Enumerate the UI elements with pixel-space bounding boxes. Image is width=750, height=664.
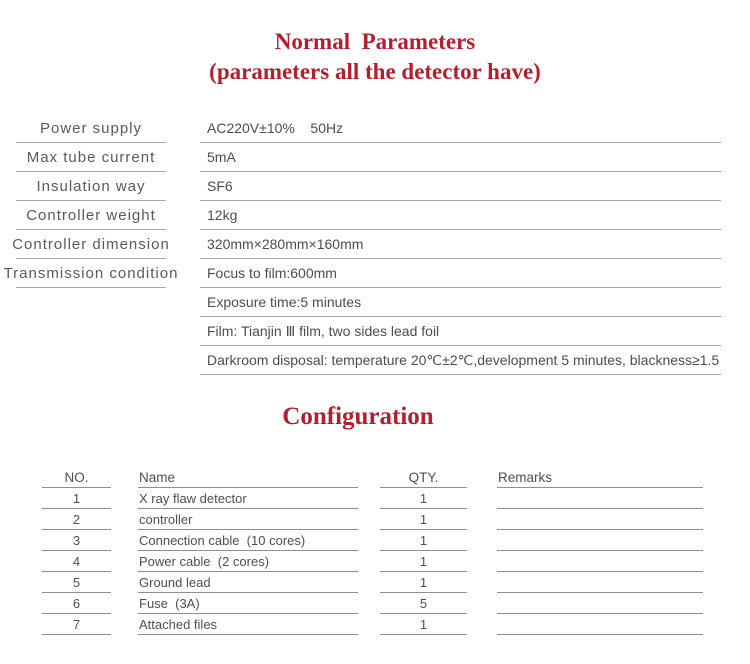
cell-no: [42, 614, 111, 635]
cell-qty: [380, 509, 467, 530]
parameter-value: 320mm×280mm×160mm: [207, 236, 364, 252]
parameter-value: AC220V±10% 50Hz: [207, 120, 344, 136]
row-no: 3: [72, 532, 81, 548]
parameter-value: 5mA: [207, 149, 236, 165]
header-name-label: Name: [139, 469, 176, 485]
cell-remarks: [497, 614, 703, 635]
parameter-label-row: [16, 143, 166, 172]
parameter-label-row: [12, 230, 170, 259]
parameter-value-row: [200, 143, 721, 172]
parameter-value-row: [200, 230, 721, 259]
table-body: [0, 488, 750, 635]
cell-name: [138, 488, 358, 509]
row-name: Connection cable (10 cores): [139, 532, 306, 548]
cell-qty: [380, 593, 467, 614]
header-cell-no: [42, 467, 111, 488]
parameter-labels-column: [3, 114, 179, 288]
cell-no: [42, 530, 111, 551]
cell-no: [42, 488, 111, 509]
cell-remarks: [497, 530, 703, 551]
row-name: Fuse (3A): [139, 595, 200, 611]
row-name: controller: [139, 511, 193, 527]
cell-no: [42, 593, 111, 614]
cell-remarks: [497, 572, 703, 593]
row-no: 7: [72, 616, 81, 632]
row-qty: 1: [419, 616, 428, 632]
cell-name: [138, 509, 358, 530]
row-qty: 1: [419, 574, 428, 590]
cell-no: [42, 572, 111, 593]
cell-remarks: [497, 593, 703, 614]
parameter-value-row: [200, 317, 721, 346]
parameter-value: Exposure time:5 minutes: [207, 294, 362, 310]
parameter-value-row: [200, 288, 721, 317]
parameter-label-row: [16, 201, 166, 230]
cell-remarks: [497, 509, 703, 530]
row-no: 5: [72, 574, 81, 590]
parameter-label-row: [3, 259, 179, 288]
configuration-heading: Configuration: [282, 403, 434, 430]
parameter-value-row: [200, 172, 721, 201]
row-name: Power cable (2 cores): [139, 553, 270, 569]
cell-qty: [380, 614, 467, 635]
cell-qty: [380, 488, 467, 509]
table-row: [0, 509, 750, 530]
cell-name: [138, 551, 358, 572]
cell-name: [138, 593, 358, 614]
parameter-label: Max tube current: [26, 148, 156, 166]
cell-remarks: [497, 551, 703, 572]
row-no: 6: [72, 595, 81, 611]
parameter-value: SF6: [207, 178, 233, 194]
cell-qty: [380, 551, 467, 572]
header-qty-label: QTY.: [408, 469, 439, 485]
cell-qty: [380, 530, 467, 551]
header-cell-name: [138, 467, 358, 488]
parameter-label-row: [16, 114, 166, 143]
header-no-label: NO.: [64, 469, 89, 485]
row-name: Ground lead: [139, 574, 211, 590]
row-qty: 1: [419, 553, 428, 569]
header-cell-remarks: [497, 467, 703, 488]
parameter-value: 12kg: [207, 207, 238, 223]
table-row: [0, 572, 750, 593]
row-no: 2: [72, 511, 81, 527]
parameter-value-row: [200, 346, 721, 375]
table-row: [0, 593, 750, 614]
parameter-value-row: [200, 201, 721, 230]
row-no: 4: [72, 553, 81, 569]
parameter-label: Transmission condition: [3, 264, 179, 282]
cell-qty: [380, 572, 467, 593]
row-qty: 1: [419, 511, 428, 527]
table-row: [0, 488, 750, 509]
parameter-label-row: [16, 172, 166, 201]
parameter-value: Film: Tianjin Ⅲ film, two sides lead foil: [207, 322, 440, 339]
row-qty: 1: [419, 532, 428, 548]
parameter-value: Darkroom disposal: temperature 20℃±2℃,development 5 minutes, blackness≥1.5: [207, 351, 720, 368]
parameter-label: Power supply: [39, 119, 143, 137]
cell-name: [138, 530, 358, 551]
row-name: Attached files: [139, 616, 218, 632]
table-header-row: [0, 467, 750, 488]
parameter-label: Controller dimension: [12, 235, 170, 253]
configuration-table: [0, 467, 750, 635]
row-no: 1: [72, 490, 81, 506]
cell-name: [138, 572, 358, 593]
table-row: [0, 530, 750, 551]
parameter-values-column: [200, 114, 721, 375]
cell-name: [138, 614, 358, 635]
cell-remarks: [497, 488, 703, 509]
row-qty: 1: [419, 490, 428, 506]
table-row: [0, 614, 750, 635]
page-subtitle: (parameters all the detector have): [209, 59, 541, 84]
parameter-label: Controller weight: [26, 206, 156, 224]
header-remarks-label: Remarks: [498, 469, 553, 485]
cell-no: [42, 509, 111, 530]
table-row: [0, 551, 750, 572]
parameter-label: Insulation way: [36, 177, 146, 195]
row-qty: 5: [419, 595, 428, 611]
normal-parameters-heading: [0, 27, 750, 87]
parameter-value: Focus to film:600mm: [207, 265, 337, 281]
page-title: Normal Parameters: [274, 29, 476, 54]
cell-no: [42, 551, 111, 572]
header-cell-qty: [380, 467, 467, 488]
parameter-value-row: [200, 259, 721, 288]
parameter-value-row: [200, 114, 721, 143]
row-name: X ray flaw detector: [139, 490, 247, 506]
